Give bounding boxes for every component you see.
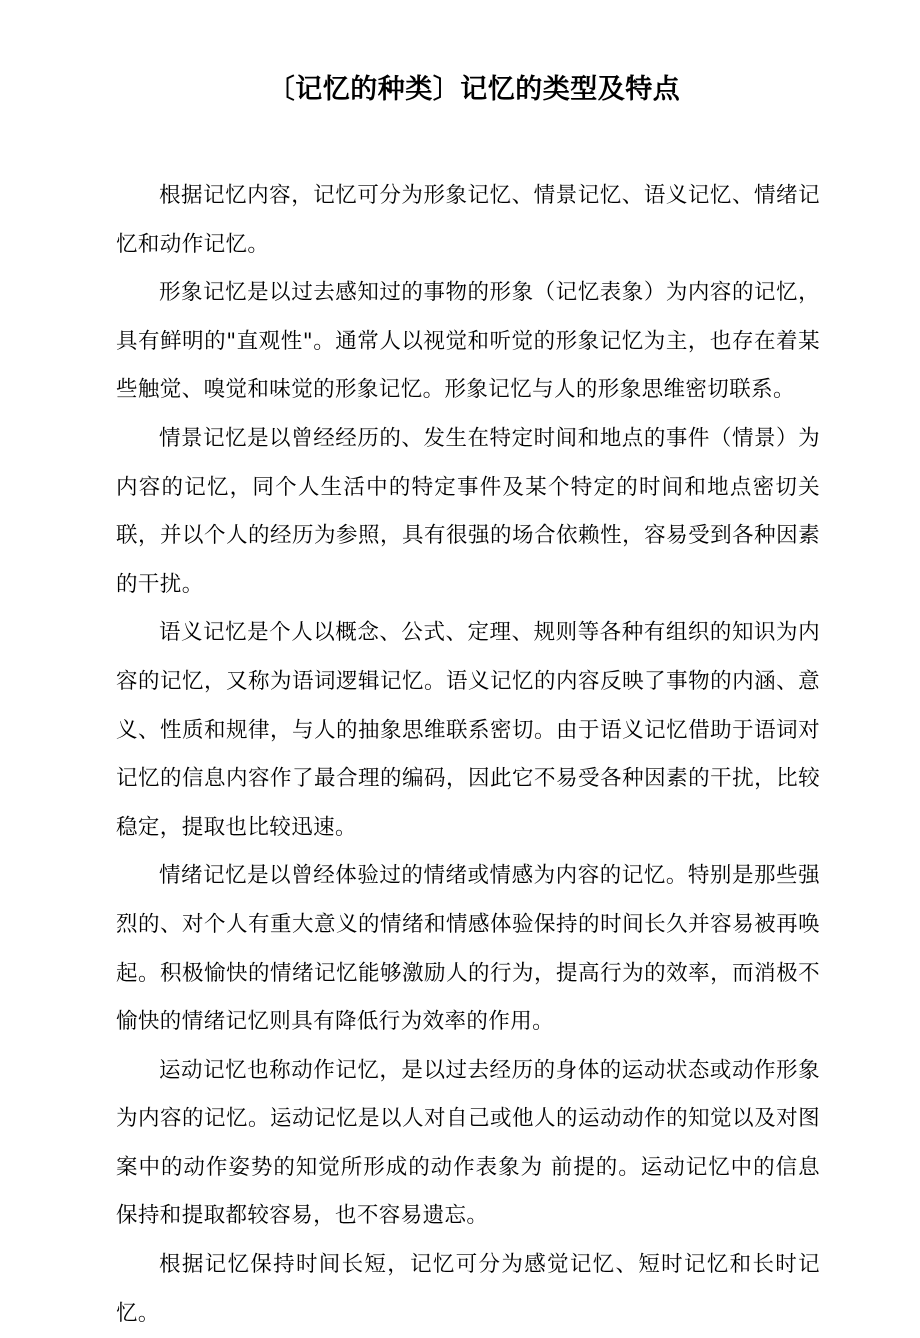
paragraph-content-classification: 根据记忆内容，记忆可分为形象记忆、情景记忆、语义记忆、情绪记忆和动作记忆。 [116,183,820,257]
paragraph-duration-classification: 根据记忆保持时间长短，记忆可分为感觉记忆、短时记忆和长时记忆。 [116,1252,820,1326]
paragraph-emotional-memory: 情绪记忆是以曾经体验过的情绪或情感为内容的记忆。特别是那些强烈的、对个人有重大意义的情绪和情感体验保持的时间长久并容易被再唤起。积极愉快的情绪记忆能够激励人的行为，提高行为的效率，而消极不愉快的情绪记忆则具有降低行为效率的作用。 [116,863,820,1035]
document-title: 〔记忆的种类〕记忆的类型及特点 [267,74,681,105]
paragraph-semantic-memory: 语义记忆是个人以概念、公式、定理、规则等各种有组织的知识为内容的记忆，又称为语词逻辑记忆。语义记忆的内容反映了事物的内涵、意义、性质和规律，与人的抽象思维联系密切。由于语义记忆借助于语词对记忆的信息内容作了最合理的编码，因此它不易受各种因素的干扰，比较稳定，提取也比较迅速。 [116,620,820,840]
paragraph-image-memory: 形象记忆是以过去感知过的事物的形象（记忆表象）为内容的记忆，具有鲜明的"直观性"。通常人以视觉和听觉的形象记忆为主，也存在着某些触觉、嗅觉和味觉的形象记忆。形象记忆与人的形象思维密切联系。 [116,280,820,403]
paragraph-motor-memory: 运动记忆也称动作记忆，是以过去经历的身体的运动状态或动作形象为内容的记忆。运动记忆是以人对自己或他人的运动动作的知觉以及对图案中的动作姿势的知觉所形成的动作表象为 前提的。运动记忆中的信息保持和提取都较容易，也不容易遗忘。 [116,1057,820,1229]
paragraph-episodic-memory: 情景记忆是以曾经经历的、发生在特定时间和地点的事件（情景）为内容的记忆，同个人生活中的特定事件及某个特定的时间和地点密切关联，并以个人的经历为参照，具有很强的场合依赖性，容易受到各种因素的干扰。 [116,425,820,597]
document-body [116,172,820,1338]
